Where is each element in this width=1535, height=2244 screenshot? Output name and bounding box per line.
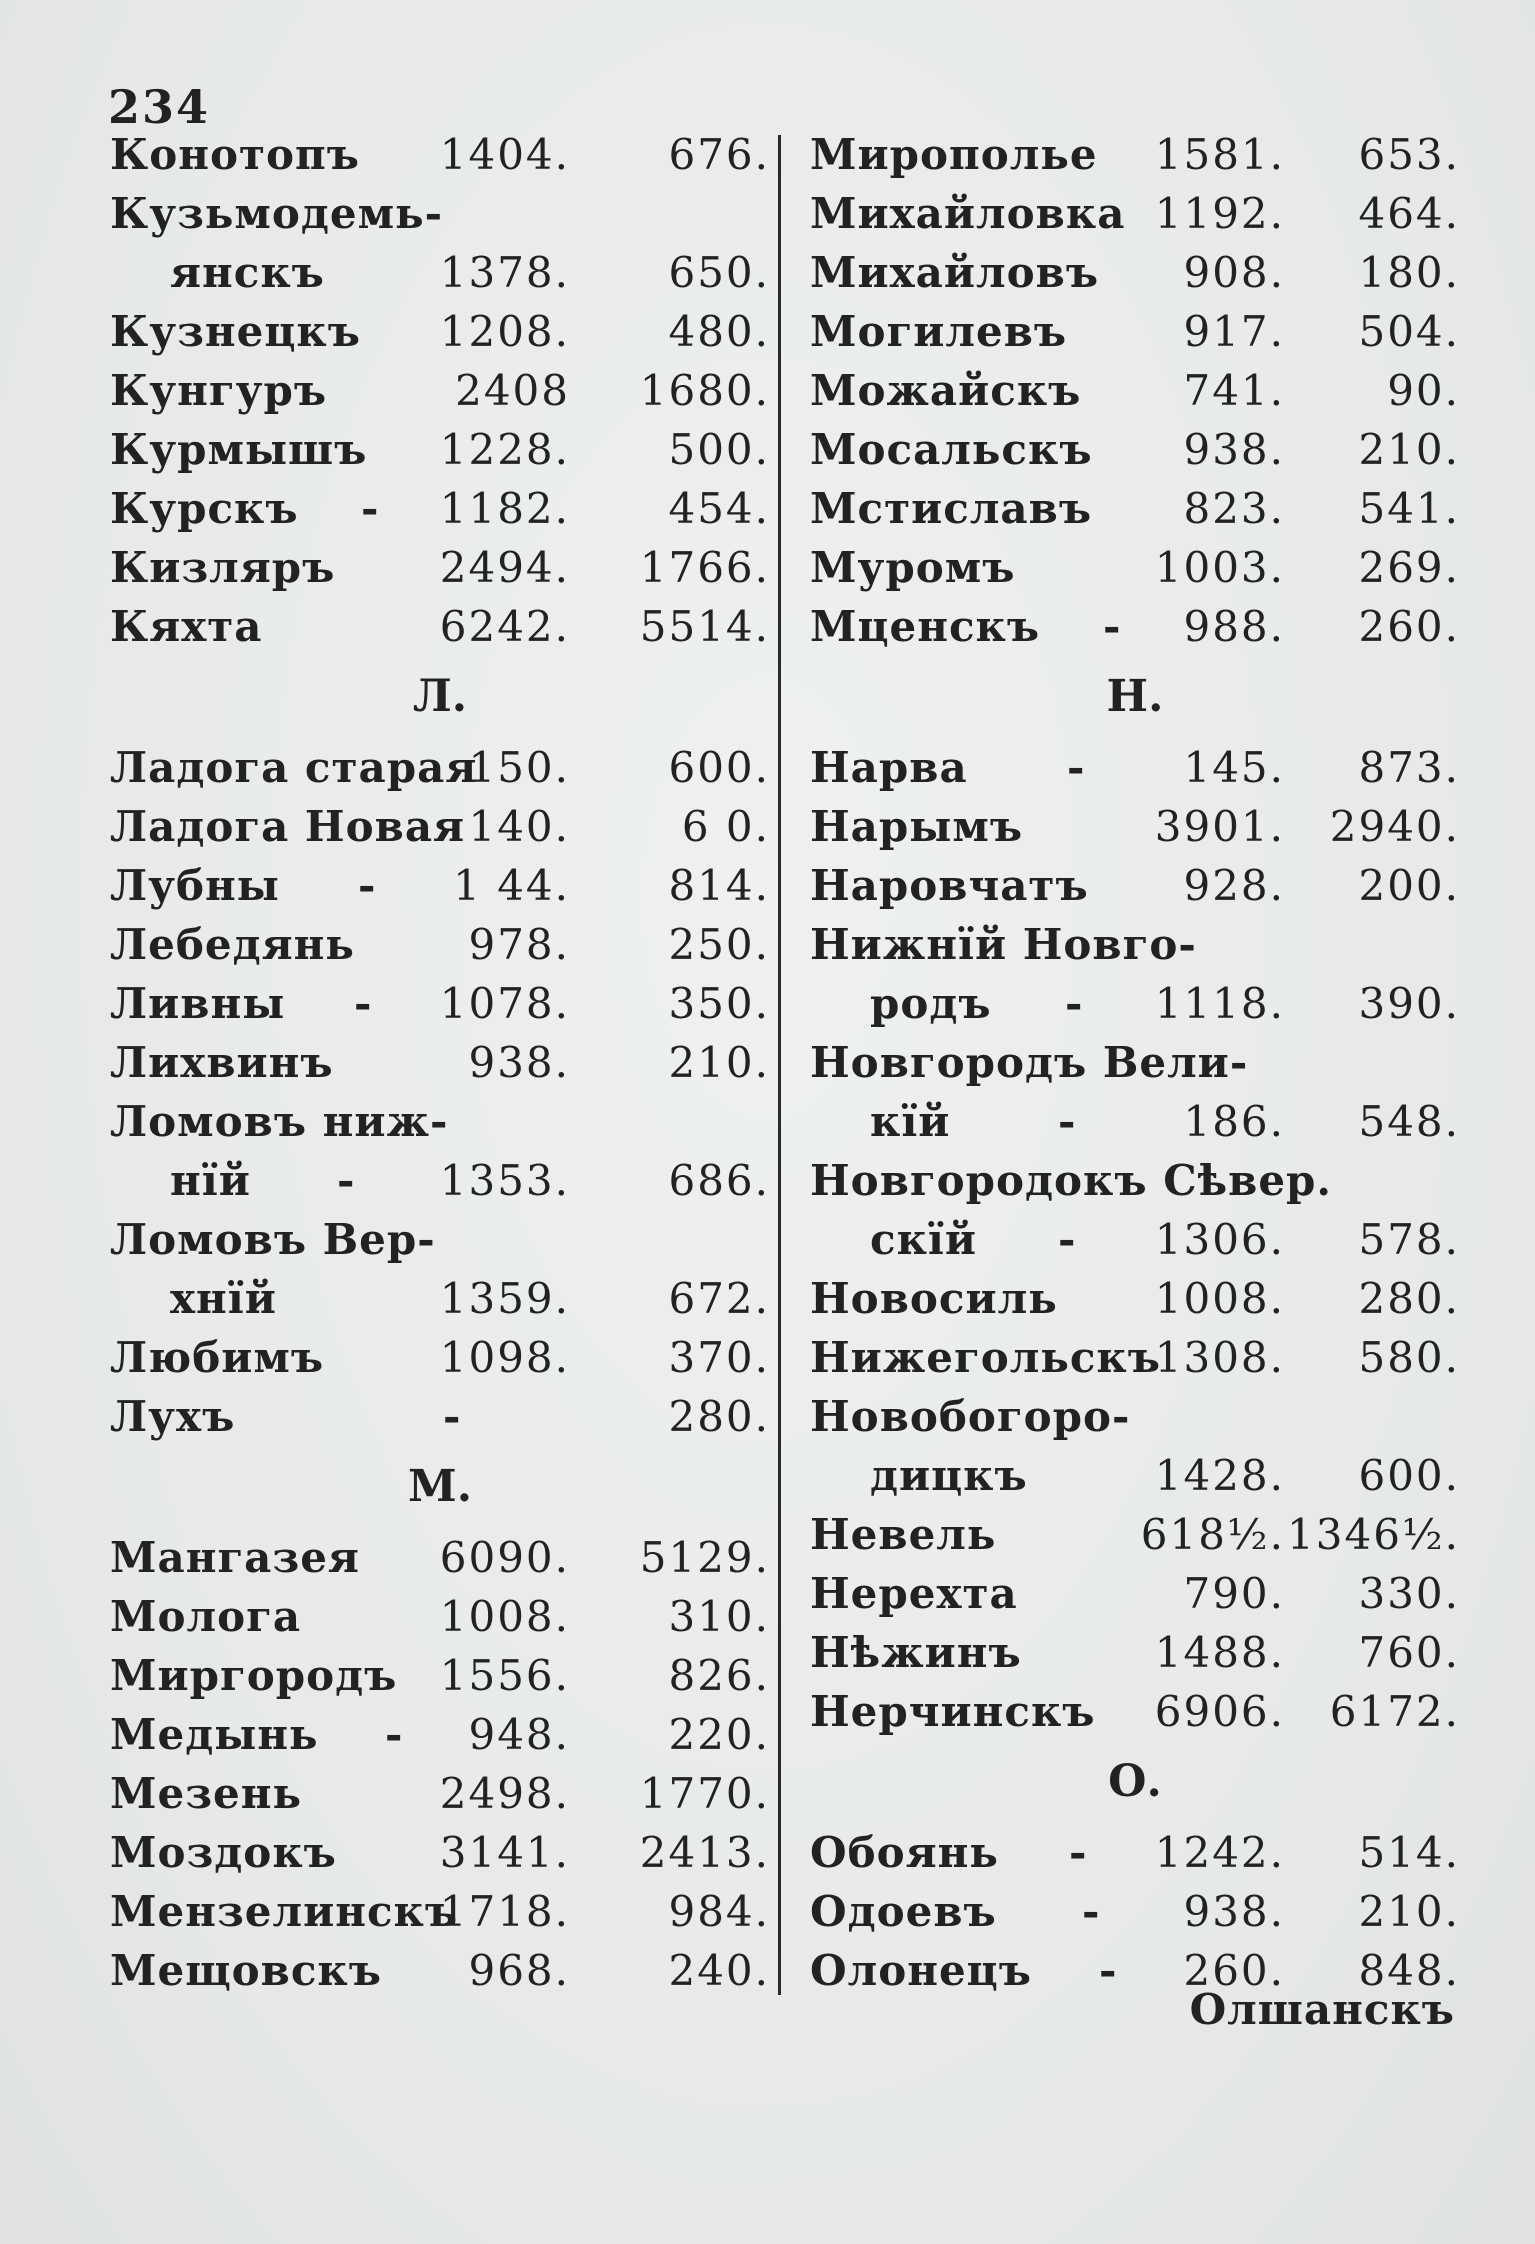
town-name: Лубны — [110, 861, 280, 910]
section-letter-heading: Н. — [1106, 671, 1164, 722]
town-entry-row — [110, 479, 770, 538]
town-entry-row — [110, 302, 770, 361]
town-entry-row — [110, 856, 770, 915]
distance-value-1: 618½. — [1140, 1510, 1285, 1559]
distance-value-2: 600. — [1358, 1451, 1460, 1500]
town-name: Олонецъ — [810, 1946, 1032, 1995]
distance-value-2: 1770. — [639, 1769, 770, 1818]
distance-value-1: 1359. — [439, 1274, 570, 1323]
town-entry-row — [110, 1823, 770, 1882]
distance-value-2: 310. — [668, 1592, 770, 1641]
distance-value-1: 1118. — [1154, 979, 1285, 1028]
distance-value-2: 760. — [1358, 1628, 1460, 1677]
distance-value-1: 1192. — [1154, 189, 1285, 238]
distance-value-1: 260. — [1183, 1946, 1285, 1995]
town-name: родъ — [870, 979, 992, 1028]
town-name: Кузнецкъ — [110, 307, 361, 356]
distance-value-1: 6090. — [439, 1533, 570, 1582]
town-entry-row — [810, 856, 1460, 915]
distance-value-2: 676. — [668, 130, 770, 179]
distance-value-2: 653. — [1358, 130, 1460, 179]
town-entry-row — [810, 1505, 1460, 1564]
leader-dash: - — [354, 979, 372, 1028]
distance-value-1: 1308. — [1154, 1333, 1285, 1382]
distance-value-1: 1581. — [1154, 130, 1285, 179]
distance-value-1: 1182. — [439, 484, 570, 533]
town-entry-row — [810, 1446, 1460, 1505]
town-name: Нѣжинъ — [810, 1628, 1022, 1677]
town-entry-row — [810, 361, 1460, 420]
leader-dash: - — [1069, 1828, 1087, 1877]
distance-value-1: 948. — [468, 1710, 570, 1759]
distance-value-2: 2413. — [639, 1828, 770, 1877]
distance-value-1: 988. — [1183, 602, 1285, 651]
leader-dash: - — [361, 484, 379, 533]
town-name: Лухъ — [110, 1392, 236, 1441]
distance-value-2: 1766. — [639, 543, 770, 592]
town-name: Мещовскъ — [110, 1946, 382, 1995]
distance-value-1: 1378. — [439, 248, 570, 297]
town-entry-row — [110, 1328, 770, 1387]
town-entry-row — [110, 420, 770, 479]
distance-value-2: 454. — [668, 484, 770, 533]
leader-dash: - — [1067, 743, 1085, 792]
town-name: Мосальскъ — [810, 425, 1093, 474]
town-entry-row — [810, 184, 1460, 243]
distance-value-2: 500. — [668, 425, 770, 474]
distance-value-1: 1242. — [1154, 1828, 1285, 1877]
town-entry-row — [110, 597, 770, 656]
town-entry-row — [110, 1151, 770, 1210]
distance-value-1: 2408 — [455, 366, 570, 415]
town-entry-row — [110, 1941, 770, 2000]
town-name: Мстиславъ — [810, 484, 1093, 533]
town-name: янскъ — [170, 248, 325, 297]
distance-value-1: 1556. — [439, 1651, 570, 1700]
town-entry-row — [810, 479, 1460, 538]
distance-value-2: 200. — [1358, 861, 1460, 910]
distance-value-1: 741. — [1183, 366, 1285, 415]
town-entry-row — [810, 302, 1460, 361]
distance-value-2: 541. — [1358, 484, 1460, 533]
distance-value-1: 1208. — [439, 307, 570, 356]
distance-value-2: 5514. — [639, 602, 770, 651]
town-name: Михайловъ — [810, 248, 1100, 297]
distance-value-1: 1404. — [439, 130, 570, 179]
town-entry-row — [810, 974, 1460, 1033]
leader-dash: - — [443, 1392, 461, 1441]
leader-dash: - — [358, 861, 376, 910]
left-column — [110, 125, 770, 2000]
town-entry-row — [810, 243, 1460, 302]
distance-value-2: 2940. — [1329, 802, 1460, 851]
distance-value-2: 330. — [1358, 1569, 1460, 1618]
town-name: Одоевъ — [810, 1887, 997, 1936]
distance-value-1: 3901. — [1154, 802, 1285, 851]
distance-value-2: 580. — [1358, 1333, 1460, 1382]
town-name: Обоянь — [810, 1828, 999, 1877]
distance-value-2: 504. — [1358, 307, 1460, 356]
town-name: Нижнїй Новго- — [810, 920, 1197, 969]
distance-value-2: 220. — [668, 1710, 770, 1759]
distance-value-1: 1078. — [439, 979, 570, 1028]
distance-value-2: 1346½. — [1287, 1510, 1460, 1559]
distance-value-2: 260. — [1358, 602, 1460, 651]
distance-value-2: 650. — [668, 248, 770, 297]
town-entry-row — [110, 538, 770, 597]
distance-value-2: 210. — [1358, 425, 1460, 474]
town-name: Молога — [110, 1592, 302, 1641]
town-name: Кизляръ — [110, 543, 336, 592]
town-name: Новгородъ Вели- — [810, 1038, 1249, 1087]
distance-value-2: 6172. — [1329, 1687, 1460, 1736]
distance-value-2: 548. — [1358, 1097, 1460, 1146]
section-letter-heading: О. — [1108, 1756, 1162, 1807]
town-entry-row — [810, 1092, 1460, 1151]
column-divider — [778, 135, 781, 1995]
town-entry-row — [810, 538, 1460, 597]
distance-value-1: 908. — [1183, 248, 1285, 297]
town-name: Мангазея — [110, 1533, 360, 1582]
distance-value-2: 873. — [1358, 743, 1460, 792]
distance-value-2: 210. — [668, 1038, 770, 1087]
town-entry-row — [810, 597, 1460, 656]
page-number: 234 — [108, 80, 211, 134]
town-entry-row — [110, 915, 770, 974]
town-entry-row — [110, 1882, 770, 1941]
distance-value-2: 390. — [1358, 979, 1460, 1028]
town-entry-row — [110, 1646, 770, 1705]
town-entry-row — [810, 1151, 1460, 1210]
distance-value-1: 938. — [1183, 425, 1285, 474]
town-name: Лихвинъ — [110, 1038, 334, 1087]
town-name: Муромъ — [810, 543, 1016, 592]
distance-value-2: 350. — [668, 979, 770, 1028]
town-name: Наровчатъ — [810, 861, 1089, 910]
town-name: Конотопъ — [110, 130, 360, 179]
town-name: Нерехта — [810, 1569, 1018, 1618]
distance-value-2: 480. — [668, 307, 770, 356]
distance-value-2: 269. — [1358, 543, 1460, 592]
town-name: Нижегольскъ — [810, 1333, 1161, 1382]
town-name: Курскъ — [110, 484, 299, 533]
catchword: Олшанскъ — [1189, 1985, 1455, 2034]
town-entry-row — [110, 1705, 770, 1764]
distance-value-2: 672. — [668, 1274, 770, 1323]
town-name: Нарва — [810, 743, 968, 792]
town-entry-row — [810, 915, 1460, 974]
distance-value-2: 578. — [1358, 1215, 1460, 1264]
town-entry-row — [810, 738, 1460, 797]
town-name: Новосиль — [810, 1274, 1058, 1323]
town-name: Мирополье — [810, 130, 1098, 179]
town-name: Невель — [810, 1510, 997, 1559]
town-entry-row — [110, 1764, 770, 1823]
town-entry-row — [810, 1882, 1460, 1941]
distance-value-2: 848. — [1358, 1946, 1460, 1995]
town-entry-row — [810, 420, 1460, 479]
distance-value-2: 240. — [668, 1946, 770, 1995]
town-name: Кунгуръ — [110, 366, 328, 415]
town-name: Кузьмодемь- — [110, 189, 444, 238]
town-name: Медынь — [110, 1710, 319, 1759]
town-name: Ломовъ Вер- — [110, 1215, 436, 1264]
distance-value-2: 826. — [668, 1651, 770, 1700]
town-entry-row — [110, 1210, 770, 1269]
distance-value-1: 6242. — [439, 602, 570, 651]
town-entry-row — [110, 125, 770, 184]
distance-value-1: 1228. — [439, 425, 570, 474]
town-name: Могилевъ — [810, 307, 1068, 356]
distance-value-2: 250. — [668, 920, 770, 969]
town-name: скїй — [870, 1215, 978, 1264]
town-entry-row — [110, 1269, 770, 1328]
distance-value-2: 370. — [668, 1333, 770, 1382]
town-entry-row — [110, 1092, 770, 1151]
distance-value-2: 600. — [668, 743, 770, 792]
town-name: Нерчинскъ — [810, 1687, 1096, 1736]
leader-dash: - — [385, 1710, 403, 1759]
town-name: нїй — [170, 1156, 251, 1205]
distance-value-1: 150. — [468, 743, 570, 792]
town-entry-row — [110, 361, 770, 420]
distance-value-2: 686. — [668, 1156, 770, 1205]
town-name: Миргородъ — [110, 1651, 398, 1700]
town-entry-row — [110, 797, 770, 856]
distance-value-2: 1680. — [639, 366, 770, 415]
town-entry-row — [810, 1623, 1460, 1682]
town-entry-row — [110, 243, 770, 302]
town-name: хнїй — [170, 1274, 277, 1323]
distance-value-1: 1306. — [1154, 1215, 1285, 1264]
leader-dash: - — [1082, 1887, 1100, 1936]
distance-value-1: 1008. — [439, 1592, 570, 1641]
town-entry-row — [110, 1528, 770, 1587]
distance-value-1: 1718. — [439, 1887, 570, 1936]
distance-value-2: 814. — [668, 861, 770, 910]
town-name: Новобогоро- — [810, 1392, 1131, 1441]
leader-dash: - — [337, 1156, 355, 1205]
town-entry-row — [810, 1269, 1460, 1328]
town-name: Ломовъ ниж- — [110, 1097, 449, 1146]
town-entry-row — [110, 1387, 770, 1446]
town-name: Ливны — [110, 979, 286, 1028]
town-entry-row — [110, 974, 770, 1033]
town-entry-row — [810, 125, 1460, 184]
town-name: Нарымъ — [810, 802, 1024, 851]
distance-value-1: 1488. — [1154, 1628, 1285, 1677]
leader-dash: - — [1065, 979, 1083, 1028]
distance-value-1: 938. — [468, 1038, 570, 1087]
distance-value-1: 145. — [1183, 743, 1285, 792]
distance-value-2: 280. — [668, 1392, 770, 1441]
town-name: дицкъ — [870, 1451, 1028, 1500]
town-name: Михайловка — [810, 189, 1126, 238]
town-name: Курмышъ — [110, 425, 368, 474]
distance-value-1: 938. — [1183, 1887, 1285, 1936]
distance-value-2: 6 0. — [681, 802, 770, 851]
town-entry-row — [810, 797, 1460, 856]
section-letter-heading: М. — [407, 1461, 473, 1512]
distance-value-2: 180. — [1358, 248, 1460, 297]
distance-value-1: 1428. — [1154, 1451, 1285, 1500]
distance-value-1: 186. — [1183, 1097, 1285, 1146]
right-column — [810, 125, 1460, 2000]
distance-value-2: 90. — [1387, 366, 1460, 415]
distance-value-1: 140. — [468, 802, 570, 851]
town-name: Ладога старая — [110, 743, 478, 792]
town-entry-row — [810, 1387, 1460, 1446]
town-name: Любимъ — [110, 1333, 325, 1382]
distance-value-1: 928. — [1183, 861, 1285, 910]
distance-value-1: 2498. — [439, 1769, 570, 1818]
distance-value-1: 1353. — [439, 1156, 570, 1205]
town-name: Новгородокъ Сѣвер. — [810, 1156, 1333, 1205]
distance-value-2: 280. — [1358, 1274, 1460, 1323]
town-entry-row — [110, 738, 770, 797]
distance-value-1: 1008. — [1154, 1274, 1285, 1323]
section-letter-heading: Л. — [412, 671, 468, 722]
leader-dash: - — [1058, 1097, 1076, 1146]
town-name: Моздокъ — [110, 1828, 337, 1877]
distance-value-1: 1003. — [1154, 543, 1285, 592]
distance-value-1: 1 44. — [453, 861, 570, 910]
distance-value-1: 6906. — [1154, 1687, 1285, 1736]
leader-dash: - — [1103, 602, 1121, 651]
town-name: Лебедянь — [110, 920, 355, 969]
town-entry-row — [810, 1033, 1460, 1092]
town-entry-row — [810, 1823, 1460, 1882]
distance-value-1: 2494. — [439, 543, 570, 592]
town-name: Мезень — [110, 1769, 302, 1818]
town-name: кїй — [870, 1097, 951, 1146]
distance-value-2: 5129. — [639, 1533, 770, 1582]
distance-value-2: 464. — [1358, 189, 1460, 238]
town-entry-row — [810, 1328, 1460, 1387]
distance-value-1: 790. — [1183, 1569, 1285, 1618]
distance-value-1: 917. — [1183, 307, 1285, 356]
town-name: Кяхта — [110, 602, 263, 651]
leader-dash: - — [1058, 1215, 1076, 1264]
distance-value-1: 968. — [468, 1946, 570, 1995]
town-entry-row — [110, 1033, 770, 1092]
town-entry-row — [810, 1564, 1460, 1623]
town-name: Мензелинскъ — [110, 1887, 459, 1936]
town-name: Ладога Новая — [110, 802, 466, 851]
town-name: Можайскъ — [810, 366, 1082, 415]
distance-value-2: 984. — [668, 1887, 770, 1936]
town-entry-row — [110, 184, 770, 243]
distance-value-1: 3141. — [439, 1828, 570, 1877]
town-entry-row — [810, 1210, 1460, 1269]
distance-value-1: 1098. — [439, 1333, 570, 1382]
leader-dash: - — [1099, 1946, 1117, 1995]
distance-value-1: 978. — [468, 920, 570, 969]
distance-value-2: 514. — [1358, 1828, 1460, 1877]
town-entry-row — [810, 1682, 1460, 1741]
distance-value-2: 210. — [1358, 1887, 1460, 1936]
town-entry-row — [110, 1587, 770, 1646]
distance-value-1: 823. — [1183, 484, 1285, 533]
town-name: Мценскъ — [810, 602, 1041, 651]
